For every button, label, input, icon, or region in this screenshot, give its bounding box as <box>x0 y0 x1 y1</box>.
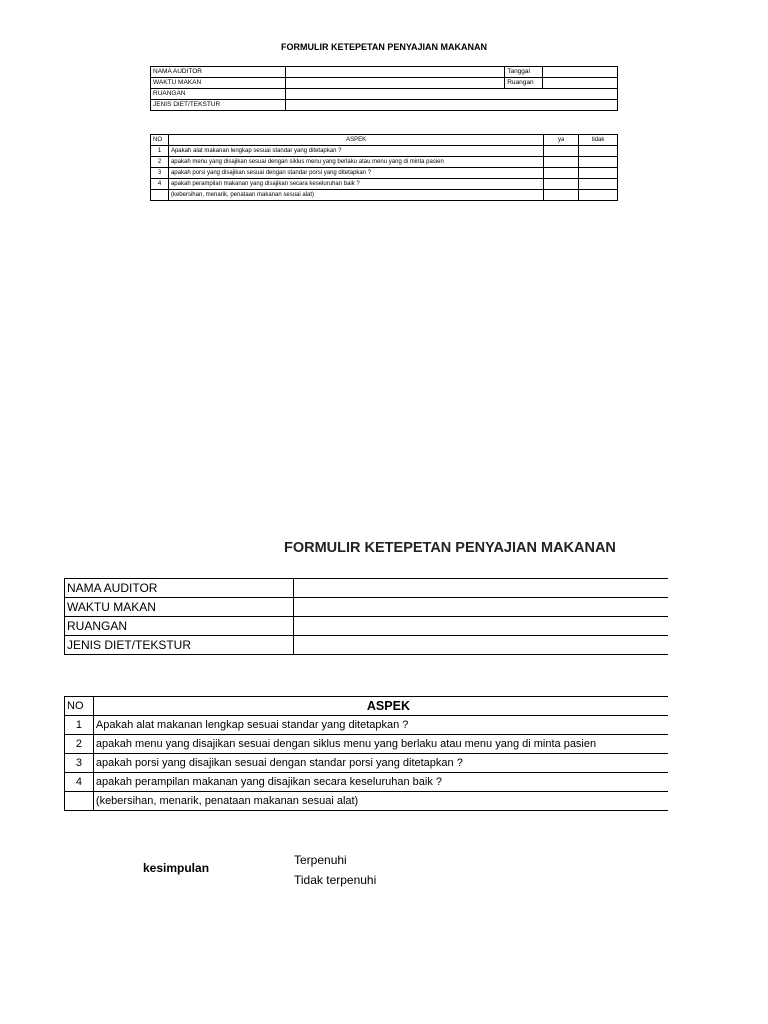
table-row <box>151 179 618 190</box>
ya-cell[interactable] <box>544 179 579 190</box>
tidak-cell[interactable] <box>579 168 618 179</box>
waktu-makan-label: WAKTU MAKAN <box>65 598 294 617</box>
ruangan-field[interactable] <box>293 617 668 636</box>
ruangan-label: RUANGAN <box>151 89 286 100</box>
row-no: 3 <box>151 168 169 179</box>
waktu-makan-field[interactable] <box>293 598 668 617</box>
zoomed-form <box>64 520 668 920</box>
waktu-makan-label: WAKTU MAKAN <box>151 78 286 89</box>
info-table-large <box>64 578 668 655</box>
table-row <box>65 754 669 773</box>
tanggal-label: Tanggal <box>505 67 543 78</box>
ruangan-label: RUANGAN <box>65 617 294 636</box>
form-title-large: FORMULIR KETEPETAN PENYAJIAN MAKANAN <box>284 540 616 556</box>
col-tidak-header: tidak <box>579 135 618 146</box>
table-row <box>151 190 618 201</box>
col-no-header: NO <box>151 135 169 146</box>
row-no: 4 <box>151 179 169 190</box>
row-no: 1 <box>65 716 94 735</box>
table-row <box>65 773 669 792</box>
row-text: apakah menu yang disajikan sesuai dengan siklus menu yang berlaku atau menu yang di minta pasien <box>168 157 543 168</box>
col-ya-header: ya <box>544 135 579 146</box>
jenis-diet-field[interactable] <box>293 636 668 655</box>
ruangan-field[interactable] <box>285 89 617 100</box>
row-text: apakah porsi yang disajikan sesuai dengan standar porsi yang ditetapkan ? <box>93 754 668 773</box>
table-row <box>65 716 669 735</box>
table-row <box>65 636 669 655</box>
tidak-cell[interactable] <box>579 179 618 190</box>
waktu-makan-field[interactable] <box>285 78 504 89</box>
kesimpulan-option-tidak-terpenuhi: Tidak terpenuhi <box>294 873 377 887</box>
ruangan-small-label: Ruangan <box>505 78 543 89</box>
table-row <box>151 135 618 146</box>
row-no <box>65 792 94 811</box>
row-text: (kebersihan, menarik, penataan makanan sesuai alat) <box>168 190 543 201</box>
table-row <box>151 146 618 157</box>
table-row <box>151 100 618 111</box>
tidak-cell[interactable] <box>579 146 618 157</box>
ya-cell[interactable] <box>544 168 579 179</box>
table-row <box>65 792 669 811</box>
col-aspek-header: ASPEK <box>93 697 668 716</box>
aspek-table-large <box>64 696 668 811</box>
tanggal-field[interactable] <box>543 67 618 78</box>
row-text: apakah porsi yang disajikan sesuai dengan standar porsi yang ditetapkan ? <box>168 168 543 179</box>
row-no: 1 <box>151 146 169 157</box>
jenis-diet-label: JENIS DIET/TEKSTUR <box>65 636 294 655</box>
ya-cell[interactable] <box>544 190 579 201</box>
row-no: 2 <box>151 157 169 168</box>
kesimpulan-label: kesimpulan <box>143 861 210 875</box>
table-row <box>151 78 618 89</box>
row-text: Apakah alat makanan lengkap sesuai standar yang ditetapkan ? <box>168 146 543 157</box>
row-text: Apakah alat makanan lengkap sesuai standar yang ditetapkan ? <box>93 716 668 735</box>
table-row <box>65 579 669 598</box>
row-text: apakah perampilan makanan yang disajikan secara keseluruhan baik ? <box>168 179 543 190</box>
row-no: 3 <box>65 754 94 773</box>
table-row <box>65 697 669 716</box>
row-no: 4 <box>65 773 94 792</box>
tidak-cell[interactable] <box>579 190 618 201</box>
tidak-cell[interactable] <box>579 157 618 168</box>
col-no-header: NO <box>65 697 94 716</box>
row-no <box>151 190 169 201</box>
table-row <box>151 67 618 78</box>
table-row <box>65 598 669 617</box>
nama-auditor-field[interactable] <box>293 579 668 598</box>
row-text: (kebersihan, menarik, penataan makanan sesuai alat) <box>93 792 668 811</box>
table-row <box>65 617 669 636</box>
col-aspek-header: ASPEK <box>168 135 543 146</box>
info-table <box>150 66 618 111</box>
table-row <box>151 157 618 168</box>
nama-auditor-label: NAMA AUDITOR <box>65 579 294 598</box>
form-title: FORMULIR KETEPETAN PENYAJIAN MAKANAN <box>280 42 487 52</box>
table-row <box>65 735 669 754</box>
row-no: 2 <box>65 735 94 754</box>
ya-cell[interactable] <box>544 146 579 157</box>
table-row <box>151 89 618 100</box>
table-row <box>151 168 618 179</box>
jenis-diet-label: JENIS DIET/TEKSTUR <box>151 100 286 111</box>
jenis-diet-field[interactable] <box>285 100 617 111</box>
nama-auditor-field[interactable] <box>285 67 504 78</box>
row-text: apakah perampilan makanan yang disajikan secara keseluruhan baik ? <box>93 773 668 792</box>
kesimpulan-option-terpenuhi: Terpenuhi <box>294 853 347 867</box>
row-text: apakah menu yang disajikan sesuai dengan siklus menu yang berlaku atau menu yang di minta pasien <box>93 735 668 754</box>
ya-cell[interactable] <box>544 157 579 168</box>
aspek-table <box>150 134 618 201</box>
ruangan-small-field[interactable] <box>543 78 618 89</box>
nama-auditor-label: NAMA AUDITOR <box>151 67 286 78</box>
